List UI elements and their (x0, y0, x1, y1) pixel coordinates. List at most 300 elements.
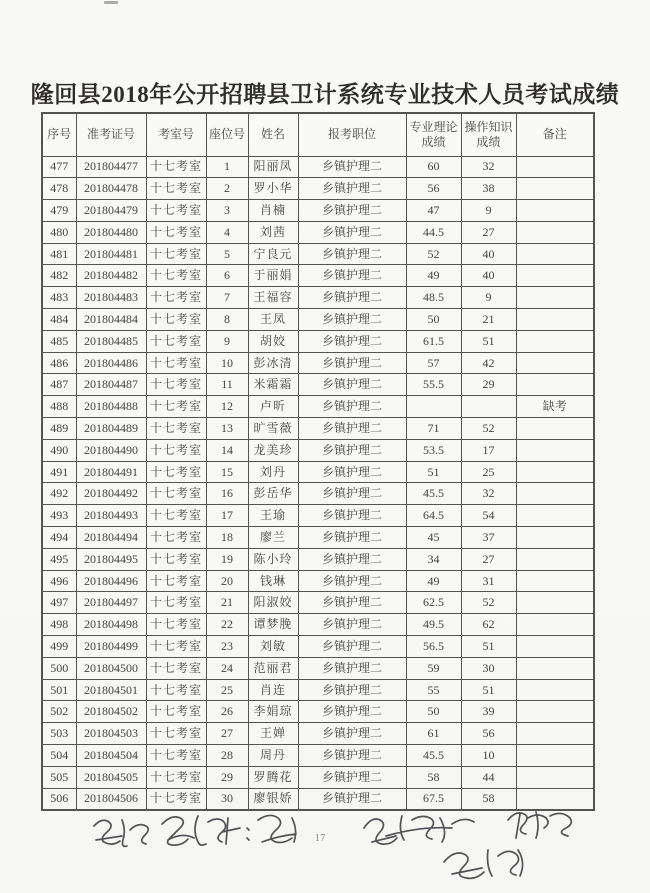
candidate-name-cell: 王婵 (248, 723, 298, 745)
theory-score-cell: 44.5 (406, 221, 461, 243)
theory-score-cell: 60 (406, 156, 461, 178)
ticket-number-cell: 201804482 (76, 265, 146, 287)
seat-number-cell: 24 (206, 657, 248, 679)
theory-score-cell: 62.5 (406, 592, 461, 614)
col-header-position: 报考职位 (298, 113, 406, 156)
operation-score-cell: 44 (461, 766, 516, 788)
table-row (42, 788, 594, 810)
serial-cell: 503 (42, 723, 76, 745)
theory-score-cell: 55.5 (406, 374, 461, 396)
exam-room-cell: 十七考室 (146, 570, 206, 592)
remark-cell (516, 461, 594, 483)
ticket-number-cell: 201804485 (76, 330, 146, 352)
ticket-number-cell: 201804484 (76, 309, 146, 331)
ticket-number-cell: 201804495 (76, 548, 146, 570)
exam-room-cell: 十七考室 (146, 788, 206, 810)
position-cell: 乡镇护理二 (298, 287, 406, 309)
candidate-name-cell: 旷雪薇 (248, 418, 298, 440)
position-cell: 乡镇护理二 (298, 701, 406, 723)
candidate-name-cell: 肖连 (248, 679, 298, 701)
remark-cell (516, 505, 594, 527)
candidate-name-cell: 周丹 (248, 745, 298, 767)
operation-score-cell: 62 (461, 614, 516, 636)
seat-number-cell: 18 (206, 527, 248, 549)
candidate-name-cell: 宁良元 (248, 243, 298, 265)
remark-cell (516, 483, 594, 505)
table-row (42, 592, 594, 614)
serial-cell: 489 (42, 418, 76, 440)
exam-room-cell: 十七考室 (146, 745, 206, 767)
position-cell: 乡镇护理二 (298, 309, 406, 331)
operation-score-cell: 51 (461, 679, 516, 701)
position-cell: 乡镇护理二 (298, 745, 406, 767)
exam-room-cell: 十七考室 (146, 200, 206, 222)
candidate-name-cell: 阳丽凤 (248, 156, 298, 178)
table-row (42, 461, 594, 483)
position-cell: 乡镇护理二 (298, 505, 406, 527)
ticket-number-cell: 201804503 (76, 723, 146, 745)
theory-score-cell: 45 (406, 527, 461, 549)
table-row (42, 265, 594, 287)
serial-cell: 502 (42, 701, 76, 723)
exam-room-cell: 十七考室 (146, 701, 206, 723)
candidate-name-cell: 罗腾花 (248, 766, 298, 788)
candidate-name-cell: 彭冰清 (248, 352, 298, 374)
seat-number-cell: 29 (206, 766, 248, 788)
theory-score-cell: 56.5 (406, 636, 461, 658)
exam-room-cell: 十七考室 (146, 505, 206, 527)
table-row (42, 330, 594, 352)
exam-room-cell: 十七考室 (146, 156, 206, 178)
remark-cell (516, 657, 594, 679)
seat-number-cell: 10 (206, 352, 248, 374)
seat-number-cell: 9 (206, 330, 248, 352)
seat-number-cell: 19 (206, 548, 248, 570)
ticket-number-cell: 201804481 (76, 243, 146, 265)
operation-score-cell: 39 (461, 701, 516, 723)
operation-score-cell: 9 (461, 200, 516, 222)
seat-number-cell: 26 (206, 701, 248, 723)
serial-cell: 484 (42, 309, 76, 331)
serial-cell: 477 (42, 156, 76, 178)
exam-room-cell: 十七考室 (146, 439, 206, 461)
candidate-name-cell: 谭梦脕 (248, 614, 298, 636)
exam-room-cell: 十七考室 (146, 396, 206, 418)
exam-room-cell: 十七考室 (146, 309, 206, 331)
seat-number-cell: 7 (206, 287, 248, 309)
serial-cell: 505 (42, 766, 76, 788)
position-cell: 乡镇护理二 (298, 657, 406, 679)
operation-score-cell: 54 (461, 505, 516, 527)
theory-score-cell: 49 (406, 570, 461, 592)
exam-room-cell: 十七考室 (146, 657, 206, 679)
position-cell: 乡镇护理二 (298, 723, 406, 745)
candidate-name-cell: 米霜霜 (248, 374, 298, 396)
ticket-number-cell: 201804489 (76, 418, 146, 440)
table-row (42, 374, 594, 396)
seat-number-cell: 28 (206, 745, 248, 767)
remark-cell (516, 418, 594, 440)
serial-cell: 486 (42, 352, 76, 374)
candidate-name-cell: 廖银娇 (248, 788, 298, 810)
exam-room-cell: 十七考室 (146, 243, 206, 265)
signature-ink-3 (364, 816, 474, 844)
serial-cell: 488 (42, 396, 76, 418)
seat-number-cell: 20 (206, 570, 248, 592)
operation-score-cell: 32 (461, 483, 516, 505)
serial-cell: 495 (42, 548, 76, 570)
seat-number-cell: 2 (206, 178, 248, 200)
remark-cell (516, 527, 594, 549)
table-row (42, 221, 594, 243)
remark-cell (516, 374, 594, 396)
candidate-name-cell: 龙美珍 (248, 439, 298, 461)
position-cell: 乡镇护理二 (298, 636, 406, 658)
ticket-number-cell: 201804505 (76, 766, 146, 788)
operation-score-cell: 52 (461, 592, 516, 614)
candidate-name-cell: 王凤 (248, 309, 298, 331)
ticket-number-cell: 201804496 (76, 570, 146, 592)
seat-number-cell: 8 (206, 309, 248, 331)
operation-score-cell: 31 (461, 570, 516, 592)
ticket-number-cell: 201804500 (76, 657, 146, 679)
operation-score-cell: 21 (461, 309, 516, 331)
seat-number-cell: 23 (206, 636, 248, 658)
candidate-name-cell: 肖楠 (248, 200, 298, 222)
table-row (42, 723, 594, 745)
table-row (42, 352, 594, 374)
table-row (42, 614, 594, 636)
exam-room-cell: 十七考室 (146, 265, 206, 287)
operation-score-cell (461, 396, 516, 418)
remark-cell (516, 548, 594, 570)
remark-cell (516, 243, 594, 265)
theory-score-cell: 45.5 (406, 483, 461, 505)
serial-cell: 504 (42, 745, 76, 767)
position-cell: 乡镇护理二 (298, 570, 406, 592)
seat-number-cell: 6 (206, 265, 248, 287)
operation-score-cell: 29 (461, 374, 516, 396)
operation-score-cell: 52 (461, 418, 516, 440)
theory-score-cell: 67.5 (406, 788, 461, 810)
candidate-name-cell: 范丽君 (248, 657, 298, 679)
remark-cell (516, 766, 594, 788)
theory-score-cell: 57 (406, 352, 461, 374)
exam-room-cell: 十七考室 (146, 614, 206, 636)
signature-ink-1 (94, 820, 148, 846)
candidate-name-cell: 李娟琼 (248, 701, 298, 723)
exam-room-cell: 十七考室 (146, 723, 206, 745)
remark-cell (516, 287, 594, 309)
ticket-number-cell: 201804497 (76, 592, 146, 614)
operation-score-cell: 40 (461, 265, 516, 287)
document-title: 隆回县2018年公开招聘县卫计系统专业技术人员考试成绩 (30, 82, 620, 107)
serial-cell: 490 (42, 439, 76, 461)
signature-ink-2 (162, 815, 296, 845)
table-row (42, 745, 594, 767)
serial-cell: 501 (42, 679, 76, 701)
operation-score-cell: 51 (461, 636, 516, 658)
remark-cell (516, 592, 594, 614)
seat-number-cell: 16 (206, 483, 248, 505)
table-row (42, 657, 594, 679)
serial-cell: 487 (42, 374, 76, 396)
operation-score-cell: 37 (461, 527, 516, 549)
serial-cell: 479 (42, 200, 76, 222)
position-cell: 乡镇护理二 (298, 766, 406, 788)
exam-room-cell: 十七考室 (146, 178, 206, 200)
col-header-serial: 序号 (42, 113, 76, 156)
remark-cell (516, 200, 594, 222)
theory-score-cell: 50 (406, 309, 461, 331)
candidate-name-cell: 罗小华 (248, 178, 298, 200)
operation-score-cell: 56 (461, 723, 516, 745)
ticket-number-cell: 201804501 (76, 679, 146, 701)
candidate-name-cell: 胡姣 (248, 330, 298, 352)
page-number: 17 (314, 832, 326, 844)
seat-number-cell: 5 (206, 243, 248, 265)
remark-cell (516, 221, 594, 243)
remark-cell (516, 745, 594, 767)
remark-cell (516, 636, 594, 658)
candidate-name-cell: 王福容 (248, 287, 298, 309)
position-cell: 乡镇护理二 (298, 679, 406, 701)
position-cell: 乡镇护理二 (298, 418, 406, 440)
theory-score-cell: 59 (406, 657, 461, 679)
serial-cell: 485 (42, 330, 76, 352)
position-cell: 乡镇护理二 (298, 221, 406, 243)
operation-score-cell: 40 (461, 243, 516, 265)
remark-cell (516, 309, 594, 331)
ticket-number-cell: 201804499 (76, 636, 146, 658)
position-cell: 乡镇护理二 (298, 200, 406, 222)
seat-number-cell: 25 (206, 679, 248, 701)
remark-cell (516, 156, 594, 178)
remark-cell (516, 723, 594, 745)
position-cell: 乡镇护理二 (298, 527, 406, 549)
theory-score-cell: 61 (406, 723, 461, 745)
ticket-number-cell: 201804506 (76, 788, 146, 810)
seat-number-cell: 27 (206, 723, 248, 745)
position-cell: 乡镇护理二 (298, 396, 406, 418)
theory-score-cell: 48.5 (406, 287, 461, 309)
operation-score-cell: 51 (461, 330, 516, 352)
candidate-name-cell: 王瑜 (248, 505, 298, 527)
theory-score-cell: 47 (406, 200, 461, 222)
col-header-seat: 座位号 (206, 113, 248, 156)
theory-score-cell: 49 (406, 265, 461, 287)
table-row (42, 570, 594, 592)
ticket-number-cell: 201804493 (76, 505, 146, 527)
position-cell: 乡镇护理二 (298, 483, 406, 505)
exam-room-cell: 十七考室 (146, 527, 206, 549)
operation-score-cell: 30 (461, 657, 516, 679)
ticket-number-cell: 201804488 (76, 396, 146, 418)
ticket-number-cell: 201804498 (76, 614, 146, 636)
theory-score-cell: 51 (406, 461, 461, 483)
theory-score-cell: 53.5 (406, 439, 461, 461)
serial-cell: 482 (42, 265, 76, 287)
ticket-number-cell: 201804492 (76, 483, 146, 505)
serial-cell: 481 (42, 243, 76, 265)
theory-score-cell: 61.5 (406, 330, 461, 352)
col-header-remark: 备注 (516, 113, 594, 156)
serial-cell: 497 (42, 592, 76, 614)
remark-cell (516, 570, 594, 592)
operation-score-cell: 27 (461, 221, 516, 243)
remark-cell (516, 330, 594, 352)
theory-score-cell: 34 (406, 548, 461, 570)
theory-score-cell (406, 396, 461, 418)
table-row (42, 200, 594, 222)
remark-cell (516, 614, 594, 636)
remark-cell (516, 439, 594, 461)
seat-number-cell: 1 (206, 156, 248, 178)
operation-score-cell: 25 (461, 461, 516, 483)
theory-score-cell: 71 (406, 418, 461, 440)
remark-cell: 缺考 (516, 396, 594, 418)
theory-score-cell: 64.5 (406, 505, 461, 527)
ticket-number-cell: 201804502 (76, 701, 146, 723)
table-row (42, 505, 594, 527)
operation-score-cell: 9 (461, 287, 516, 309)
ticket-number-cell: 201804486 (76, 352, 146, 374)
seat-number-cell: 15 (206, 461, 248, 483)
exam-room-cell: 十七考室 (146, 418, 206, 440)
scan-artifact-mark (104, 1, 118, 4)
candidate-name-cell: 彭岳华 (248, 483, 298, 505)
exam-room-cell: 十七考室 (146, 636, 206, 658)
candidate-name-cell: 陈小玲 (248, 548, 298, 570)
serial-cell: 500 (42, 657, 76, 679)
position-cell: 乡镇护理二 (298, 178, 406, 200)
serial-cell: 480 (42, 221, 76, 243)
results-table-body (42, 156, 594, 810)
table-row (42, 396, 594, 418)
exam-room-cell: 十七考室 (146, 548, 206, 570)
exam-room-cell: 十七考室 (146, 483, 206, 505)
seat-number-cell: 17 (206, 505, 248, 527)
ticket-number-cell: 201804490 (76, 439, 146, 461)
operation-score-cell: 42 (461, 352, 516, 374)
seat-number-cell: 14 (206, 439, 248, 461)
remark-cell (516, 701, 594, 723)
col-header-name: 姓名 (248, 113, 298, 156)
table-row (42, 178, 594, 200)
table-row (42, 548, 594, 570)
serial-cell: 506 (42, 788, 76, 810)
position-cell: 乡镇护理二 (298, 439, 406, 461)
table-row (42, 418, 594, 440)
position-cell: 乡镇护理二 (298, 592, 406, 614)
candidate-name-cell: 钱琳 (248, 570, 298, 592)
exam-room-cell: 十七考室 (146, 287, 206, 309)
exam-room-cell: 十七考室 (146, 679, 206, 701)
position-cell: 乡镇护理二 (298, 461, 406, 483)
col-header-room: 考室号 (146, 113, 206, 156)
table-row (42, 309, 594, 331)
seat-number-cell: 12 (206, 396, 248, 418)
operation-score-cell: 58 (461, 788, 516, 810)
operation-score-cell: 17 (461, 439, 516, 461)
ticket-number-cell: 201804477 (76, 156, 146, 178)
table-header-row (42, 113, 594, 156)
position-cell: 乡镇护理二 (298, 156, 406, 178)
seat-number-cell: 3 (206, 200, 248, 222)
table-row (42, 287, 594, 309)
serial-cell: 499 (42, 636, 76, 658)
candidate-name-cell: 刘敏 (248, 636, 298, 658)
serial-cell: 493 (42, 505, 76, 527)
seat-number-cell: 22 (206, 614, 248, 636)
remark-cell (516, 788, 594, 810)
ticket-number-cell: 201804487 (76, 374, 146, 396)
candidate-name-cell: 廖兰 (248, 527, 298, 549)
ticket-number-cell: 201804504 (76, 745, 146, 767)
remark-cell (516, 679, 594, 701)
seat-number-cell: 30 (206, 788, 248, 810)
serial-cell: 478 (42, 178, 76, 200)
signature-ink-5 (444, 850, 523, 878)
serial-cell: 496 (42, 570, 76, 592)
seat-number-cell: 11 (206, 374, 248, 396)
table-row (42, 766, 594, 788)
position-cell: 乡镇护理二 (298, 265, 406, 287)
theory-score-cell: 49.5 (406, 614, 461, 636)
remark-cell (516, 178, 594, 200)
position-cell: 乡镇护理二 (298, 548, 406, 570)
seat-number-cell: 4 (206, 221, 248, 243)
theory-score-cell: 55 (406, 679, 461, 701)
table-row (42, 527, 594, 549)
theory-score-cell: 45.5 (406, 745, 461, 767)
table-row (42, 243, 594, 265)
exam-room-cell: 十七考室 (146, 592, 206, 614)
table-row (42, 636, 594, 658)
operation-score-cell: 27 (461, 548, 516, 570)
seat-number-cell: 21 (206, 592, 248, 614)
serial-cell: 483 (42, 287, 76, 309)
col-header-theory-score: 专业理论成绩 (406, 113, 461, 156)
exam-room-cell: 十七考室 (146, 352, 206, 374)
operation-score-cell: 10 (461, 745, 516, 767)
remark-cell (516, 265, 594, 287)
exam-room-cell: 十七考室 (146, 766, 206, 788)
exam-room-cell: 十七考室 (146, 461, 206, 483)
exam-room-cell: 十七考室 (146, 221, 206, 243)
ticket-number-cell: 201804479 (76, 200, 146, 222)
operation-score-cell: 32 (461, 156, 516, 178)
position-cell: 乡镇护理二 (298, 788, 406, 810)
serial-cell: 498 (42, 614, 76, 636)
theory-score-cell: 50 (406, 701, 461, 723)
ticket-number-cell: 201804491 (76, 461, 146, 483)
ticket-number-cell: 201804483 (76, 287, 146, 309)
signature-ink-4 (508, 812, 571, 838)
theory-score-cell: 56 (406, 178, 461, 200)
serial-cell: 491 (42, 461, 76, 483)
serial-cell: 492 (42, 483, 76, 505)
remark-cell (516, 352, 594, 374)
position-cell: 乡镇护理二 (298, 374, 406, 396)
table-row (42, 679, 594, 701)
ticket-number-cell: 201804478 (76, 178, 146, 200)
table-row (42, 483, 594, 505)
position-cell: 乡镇护理二 (298, 330, 406, 352)
ticket-number-cell: 201804480 (76, 221, 146, 243)
operation-score-cell: 38 (461, 178, 516, 200)
position-cell: 乡镇护理二 (298, 243, 406, 265)
